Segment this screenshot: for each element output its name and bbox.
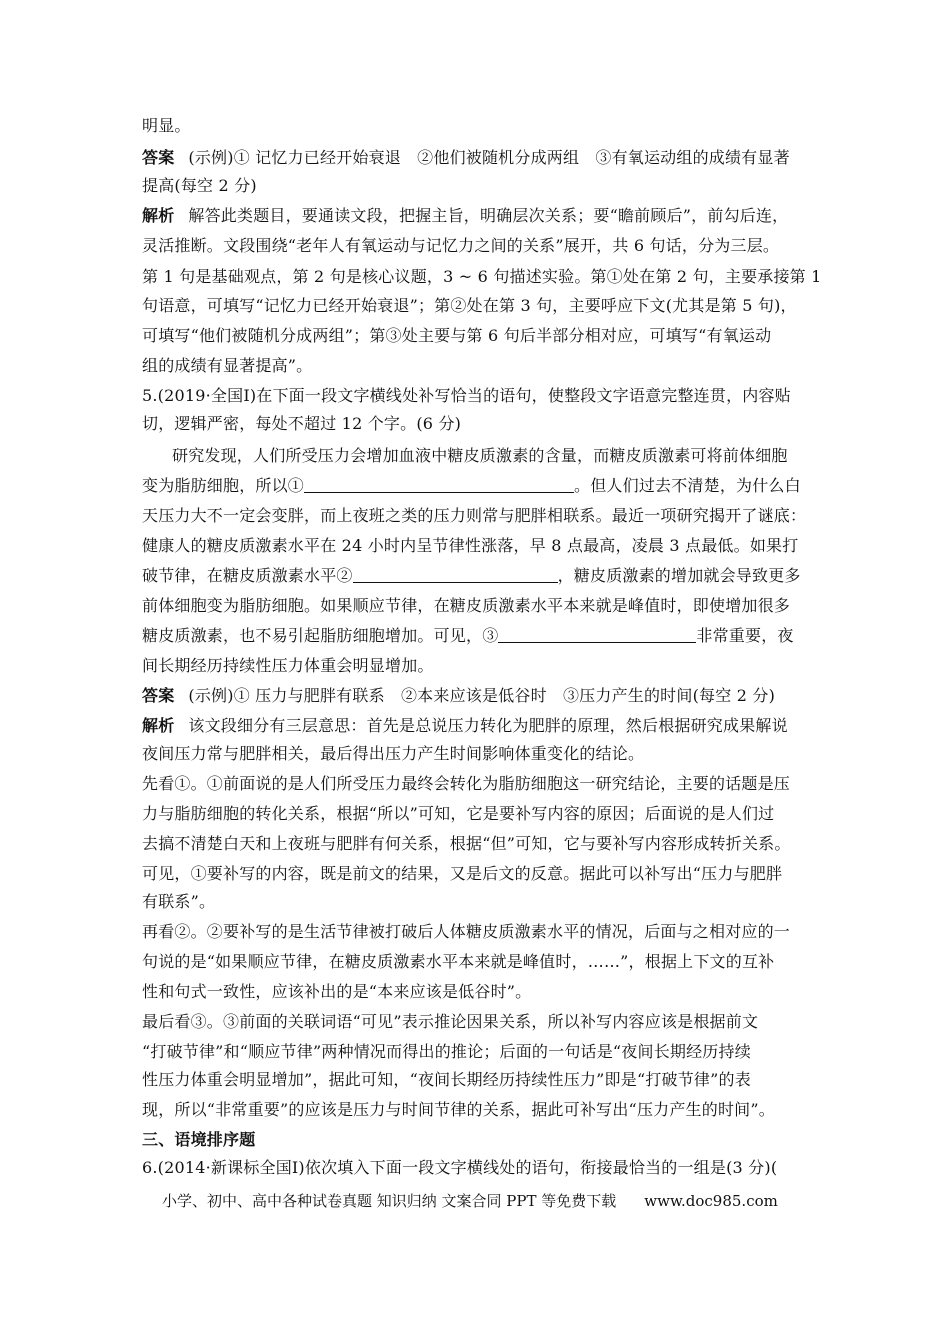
q5-analysis-text: 该文段细分有三层意思：首先是总说压力转化为肥胖的原理，然后根据研究成果解说 — [188, 716, 788, 735]
q4-analysis-line-6: 组的成绩有显著提高”。 — [142, 356, 313, 375]
q4-answer-text: (示例)① 记忆力已经开始衰退 ②他们被随机分成两组 ③有氧运动组的成绩有显著 — [188, 148, 790, 167]
q5-analysis-line — [142, 713, 788, 739]
q5-p3-line-2: “打破节律”和“顺应节律”两种情况而得出的推论；后面的一句话是“夜间长期经历持续 — [142, 1042, 751, 1061]
q5-passage-line-6: 前体细胞变为脂肪细胞。如果顺应节律，在糖皮质激素水平本来就是峰值时，即使增加很多 — [142, 596, 791, 615]
page-footer — [162, 1190, 778, 1211]
q5-passage-text: 糖皮质激素，也不易引起脂肪细胞增加。可见，③ — [142, 626, 499, 645]
q4-analysis-line-2: 灵活推断。文段围绕“老年人有氧运动与记忆力之间的关系”展开，共 6 句话，分为三层。 — [142, 236, 780, 255]
q5-p3-line-4: 现，所以“非常重要”的应该是压力与时间节律的关系，据此可补写出“压力产生的时间”。 — [142, 1100, 775, 1119]
q5-passage-line-2 — [142, 473, 801, 499]
q5-passage-text: 变为脂肪细胞，所以① — [142, 476, 305, 495]
q5-answer-line — [142, 683, 775, 709]
q5-p1-line-3: 去搞不清楚白天和上夜班与肥胖有何关系，根据“但”可知，它与要补写内容形成转折关系。 — [142, 834, 791, 853]
q5-passage-line-3: 天压力大不一定会变胖，而上夜班之类的压力则常与肥胖相联系。最近一项研究揭开了谜底： — [142, 506, 807, 525]
q5-p1-line-2: 力与脂肪细胞的转化关系，根据“所以”可知，它是要补写内容的原因；后面说的是人们过 — [142, 804, 775, 823]
prev-question-tail: 明显。 — [142, 116, 191, 135]
q5-answer-text: (示例)① 压力与肥胖有联系 ②本来应该是低谷时 ③压力产生的时间(每空 2 分) — [188, 686, 776, 705]
q4-analysis-line-4: 句语意，可填写“记忆力已经开始衰退”；第②处在第 3 句，主要呼应下文(尤其是第 5 句)， — [142, 296, 797, 315]
q5-p1-line-4: 可见，①要补写的内容，既是前文的结果，又是后文的反意。据此可以补写出“压力与肥胖 — [142, 864, 783, 883]
q5-passage-text: 破节律，在糖皮质激素水平② — [142, 566, 353, 585]
q4-answer-line-2: 提高(每空 2 分) — [142, 176, 257, 195]
q5-analysis-line-2: 夜间压力常与肥胖相关，最后得出压力产生时间影响体重变化的结论。 — [142, 744, 645, 763]
footer-text: 小学、初中、高中各种试卷真题 知识归纳 文案合同 PPT 等免费下载 — [162, 1192, 617, 1210]
blank-3 — [498, 624, 696, 643]
q4-answer-line — [142, 145, 790, 171]
q6-stem-line-1: 6.(2014·新课标全国Ⅰ)依次填入下面一段文字横线处的语句，衔接最恰当的一组是(3 分)( — [142, 1158, 778, 1177]
q5-p1-line-1: 先看①。①前面说的是人们所受压力最终会转化为脂肪细胞这一研究结论，主要的话题是压 — [142, 774, 791, 793]
q5-p3-line-1: 最后看③。③前面的关联词语“可见”表示推论因果关系，所以补写内容应该是根据前文 — [142, 1012, 759, 1031]
q4-analysis-label: 解析 — [142, 206, 175, 225]
q5-p2-line-3: 性和句式一致性，应该补出的是“本来应该是低谷时”。 — [142, 982, 532, 1001]
q5-passage-line-5 — [142, 563, 801, 589]
q5-passage-line-4: 健康人的糖皮质激素水平在 24 小时内呈节律性涨落，早 8 点最高，凌晨 3 点最低。如果打 — [142, 536, 799, 555]
q5-stem-line-2: 切，逻辑严密，每处不超过 12 个字。(6 分) — [142, 414, 462, 433]
q5-p3-line-3: 性压力体重会明显增加”，据此可知，“夜间长期经历持续性压力”即是“打破节律”的表 — [142, 1070, 751, 1089]
q5-passage-text: 。但人们过去不清楚，为什么白 — [574, 476, 801, 495]
q4-analysis-text: 解答此类题目，要通读文段，把握主旨，明确层次关系；要“瞻前顾后”，前勾后连， — [188, 206, 789, 225]
q5-passage-line-7 — [142, 623, 794, 649]
q5-p2-line-2: 句说的是“如果顺应节律，在糖皮质激素水平本来就是峰值时，……”，根据上下文的互补 — [142, 952, 775, 971]
footer-url[interactable]: www.doc985.com — [644, 1192, 778, 1210]
q5-passage-text: 非常重要，夜 — [696, 626, 794, 645]
blank-2 — [353, 564, 558, 583]
q5-p1-line-5: 有联系”。 — [142, 892, 216, 911]
q4-answer-label: 答案 — [142, 148, 175, 167]
q5-stem-line-1: 5.(2019·全国Ⅰ)在下面一段文字横线处补写恰当的语句，使整段文字语意完整连贯，内容贴 — [142, 386, 791, 405]
q4-analysis-line-3: 第 1 句是基础观点，第 2 句是核心议题，3 ~ 6 句描述实验。第①处在第 2 句，主要承接第 1 — [142, 267, 822, 286]
q5-analysis-label: 解析 — [142, 716, 175, 735]
q4-analysis-line-5: 可填写“他们被随机分成两组”；第③处主要与第 6 句后半部分相对应，可填写“有氧运动 — [142, 326, 772, 345]
q5-passage-line-1: 研究发现，人们所受压力会增加血液中糖皮质激素的含量，而糖皮质激素可将前体细胞 — [172, 446, 788, 465]
q5-answer-label: 答案 — [142, 686, 175, 705]
q5-p2-line-1: 再看②。②要补写的是生活节律被打破后人体糖皮质激素水平的情况，后面与之相对应的一 — [142, 922, 791, 941]
q5-passage-line-8: 间长期经历持续性压力体重会明显增加。 — [142, 656, 434, 675]
blank-1 — [304, 474, 574, 493]
q5-passage-text: ，糖皮质激素的增加就会导致更多 — [557, 566, 801, 585]
section-heading: 三、语境排序题 — [142, 1130, 256, 1149]
q4-analysis-line — [142, 203, 788, 229]
